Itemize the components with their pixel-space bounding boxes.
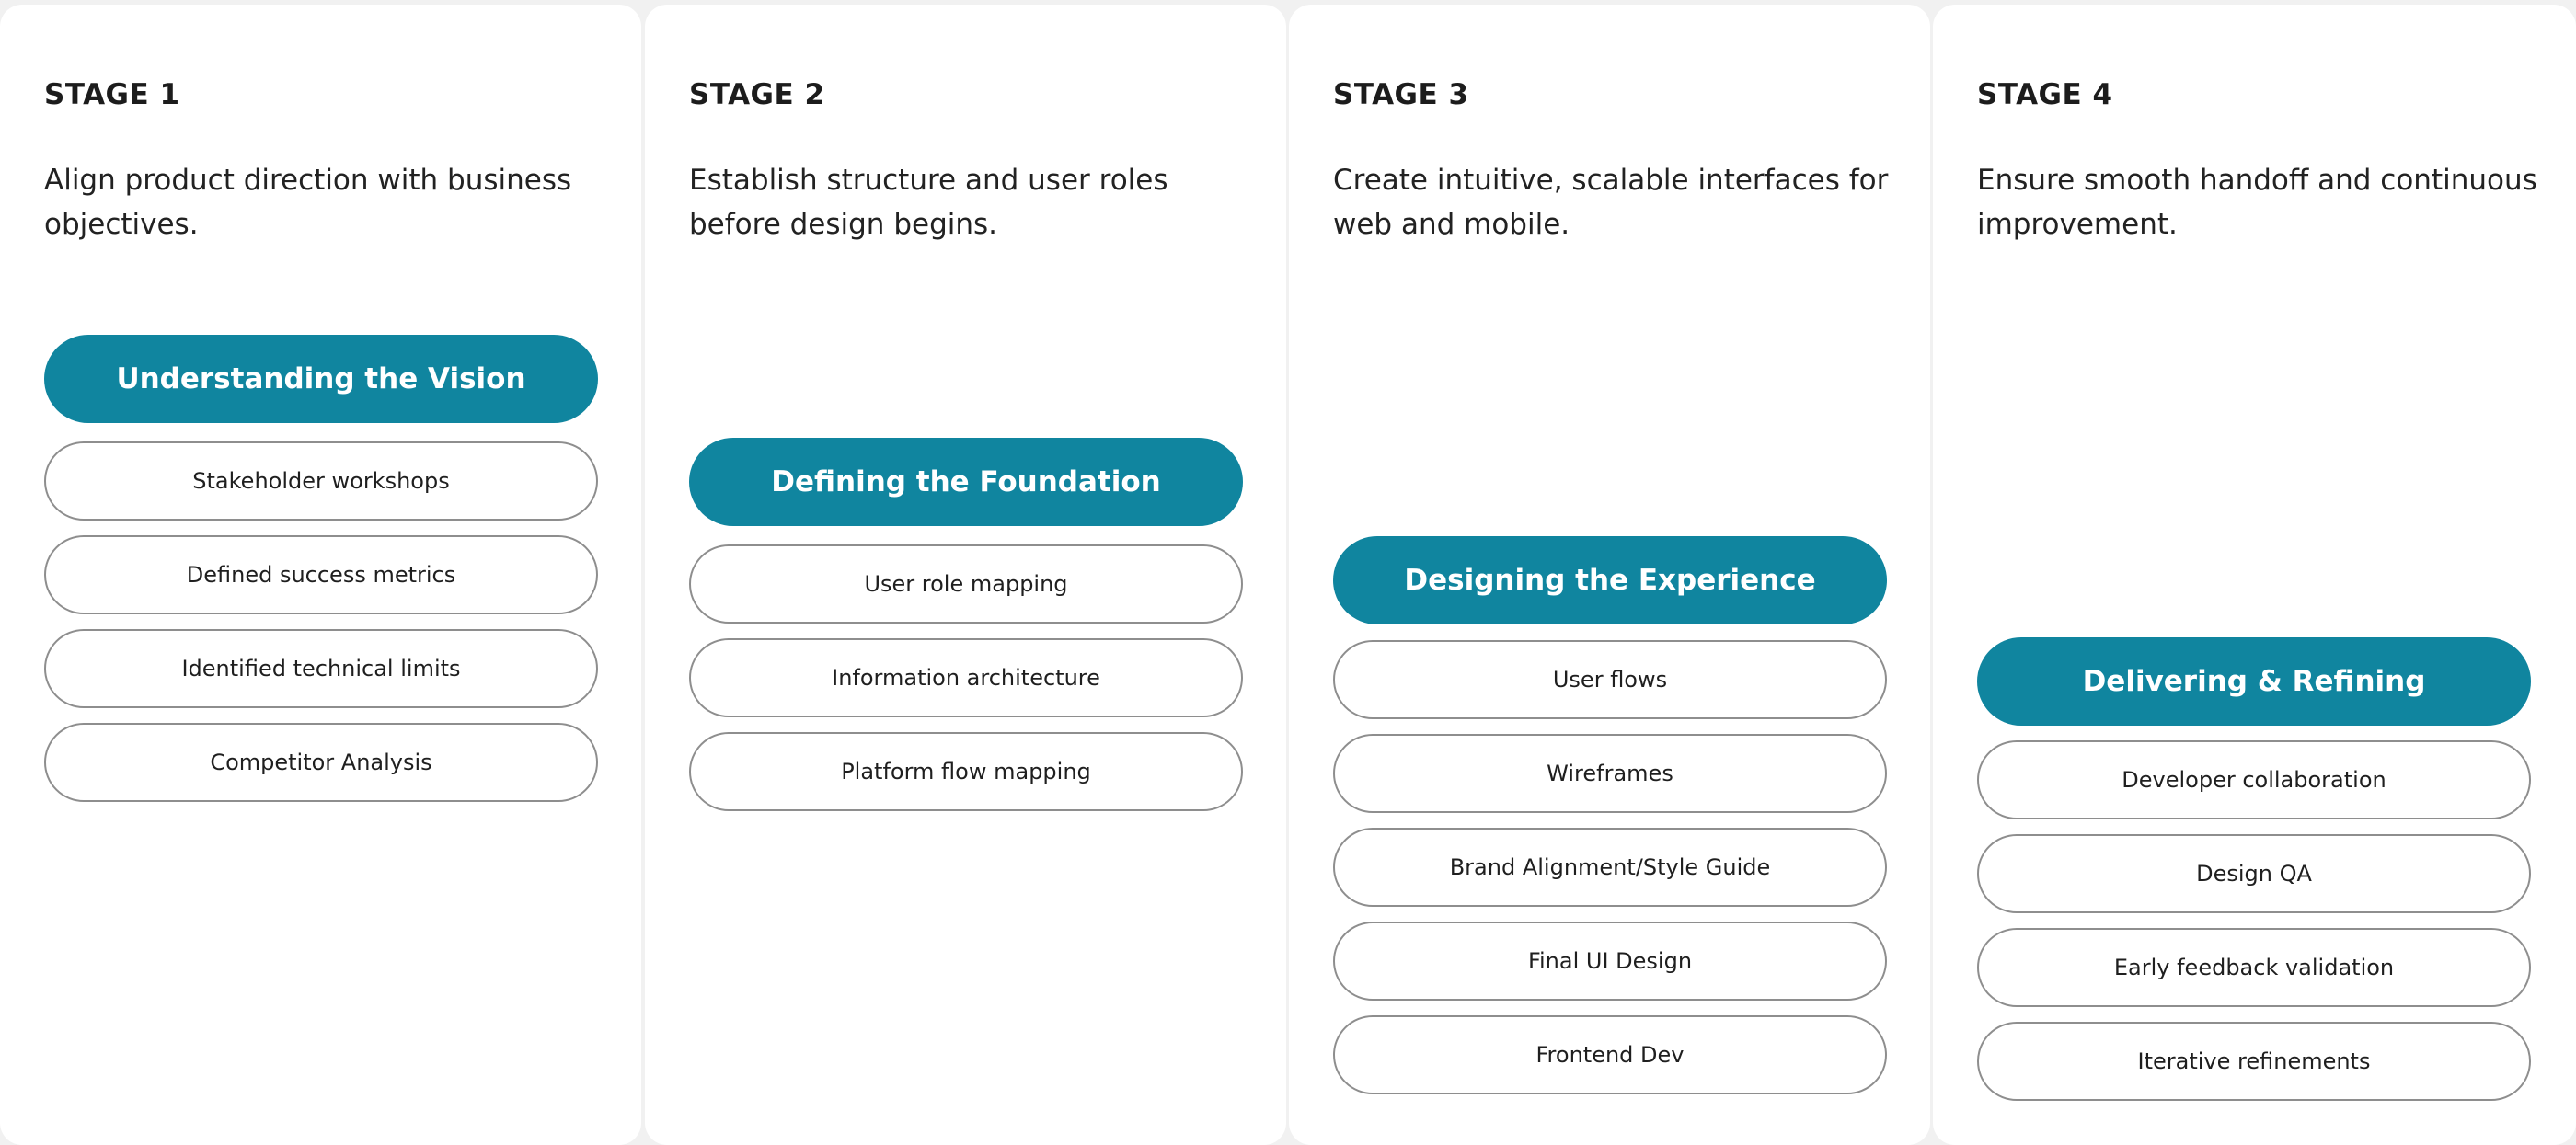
stage-1-card <box>0 5 641 1145</box>
list-item: Platform flow mapping <box>689 732 1243 811</box>
stage-3-card <box>1289 5 1930 1145</box>
list-item: Identified technical limits <box>44 629 598 708</box>
list-item: Defined success metrics <box>44 535 598 614</box>
list-item: User flows <box>1333 640 1887 719</box>
stage-4-card <box>1933 5 2576 1145</box>
stage-4-title: Delivering & Refining <box>1977 637 2531 726</box>
list-item: Brand Alignment/Style Guide <box>1333 828 1887 907</box>
stage-3-label: STAGE 3 <box>1333 78 1469 111</box>
stage-3-items <box>1333 640 1887 1109</box>
list-item: Wireframes <box>1333 734 1887 813</box>
list-item: Frontend Dev <box>1333 1015 1887 1094</box>
list-item: Early feedback validation <box>1977 928 2531 1007</box>
stage-1-description: Align product direction with business objectives. <box>44 164 572 241</box>
stage-2-description: Establish structure and user roles before design begins. <box>689 164 1168 241</box>
stage-4-label: STAGE 4 <box>1977 78 2113 111</box>
list-item: Iterative refinements <box>1977 1022 2531 1101</box>
list-item: Stakeholder workshops <box>44 441 598 521</box>
stage-2-title: Defining the Foundation <box>689 438 1243 526</box>
stage-2-card <box>645 5 1286 1145</box>
stage-1-items <box>44 441 598 817</box>
list-item: Competitor Analysis <box>44 723 598 802</box>
stage-2-items <box>689 544 1243 826</box>
stage-2-label: STAGE 2 <box>689 78 825 111</box>
stage-3-title: Designing the Experience <box>1333 536 1887 624</box>
stage-3-description: Create intuitive, scalable interfaces for web and mobile. <box>1333 164 1889 241</box>
list-item: Information architecture <box>689 638 1243 717</box>
list-item: User role mapping <box>689 544 1243 624</box>
stage-4-description: Ensure smooth handoff and continuous improvement. <box>1977 164 2537 241</box>
stage-1-title: Understanding the Vision <box>44 335 598 423</box>
list-item: Final UI Design <box>1333 922 1887 1001</box>
list-item: Developer collaboration <box>1977 740 2531 819</box>
stage-4-items <box>1977 740 2531 1116</box>
list-item: Design QA <box>1977 834 2531 913</box>
stage-1-label: STAGE 1 <box>44 78 180 111</box>
